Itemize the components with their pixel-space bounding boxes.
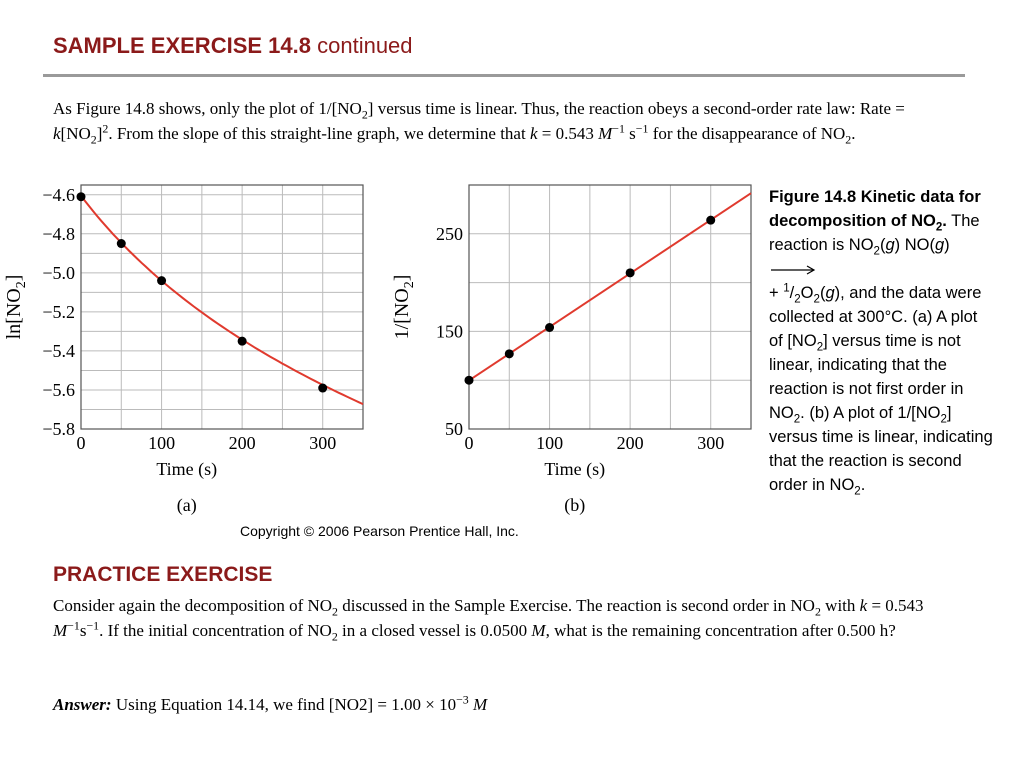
answer-label: Answer: bbox=[53, 695, 112, 714]
text: The reaction is NO bbox=[769, 212, 980, 254]
text: ( bbox=[879, 236, 886, 254]
y-tick-label: −5.8 bbox=[42, 419, 75, 439]
superscript: 1 bbox=[783, 282, 790, 295]
y-axis-label: $1/[NO_2]$ bbox=[391, 274, 417, 340]
subscript: 2 bbox=[90, 132, 97, 147]
answer-line bbox=[53, 692, 958, 717]
y-tick-label: −5.6 bbox=[42, 379, 75, 400]
x-tick-label: 100 bbox=[148, 433, 176, 453]
text: ) NO( bbox=[894, 236, 935, 254]
text: discussed in the Sample Exercise. The reaction is second order in NO bbox=[337, 596, 815, 615]
practice-paragraph bbox=[53, 593, 958, 643]
title-bold: SAMPLE EXERCISE 14.8 bbox=[53, 33, 311, 58]
subscript: 2 bbox=[814, 604, 821, 619]
y-tick-label: −5.2 bbox=[42, 301, 75, 322]
y-tick-label: 150 bbox=[436, 321, 463, 342]
italic-k: k bbox=[53, 124, 61, 143]
data-point bbox=[545, 323, 554, 332]
subscript: 2 bbox=[873, 245, 880, 258]
italic-m: M bbox=[531, 621, 546, 640]
italic-k: k bbox=[859, 596, 868, 615]
text: s bbox=[624, 124, 636, 143]
chart-b-inverse-plot bbox=[390, 176, 762, 521]
y-tick-label: −5.4 bbox=[42, 340, 75, 361]
italic-k: k bbox=[529, 124, 538, 143]
y-tick-label: −4.8 bbox=[42, 223, 75, 244]
y-tick-label: 50 bbox=[445, 419, 463, 439]
y-axis-label: $\ln[NO_2]$ bbox=[3, 274, 29, 340]
data-point bbox=[626, 268, 635, 277]
italic-m: M bbox=[598, 124, 613, 143]
text: / bbox=[789, 284, 795, 302]
text: ] versus time is not linear, indicating that the reaction is not first order in NO bbox=[769, 332, 964, 422]
subscript: 2 bbox=[935, 221, 943, 234]
superscript: −1 bbox=[86, 618, 100, 633]
superscript: −1 bbox=[67, 618, 80, 633]
x-tick-label: 300 bbox=[309, 433, 337, 453]
reaction-arrow-icon bbox=[769, 264, 817, 276]
subscript: 2 bbox=[940, 413, 947, 426]
data-point bbox=[77, 192, 86, 201]
superscript: −1 bbox=[635, 121, 649, 136]
x-tick-label: 0 bbox=[464, 433, 474, 453]
practice-title: PRACTICE EXERCISE bbox=[53, 563, 273, 586]
y-tick-label: −5.0 bbox=[42, 262, 75, 283]
data-point bbox=[505, 349, 514, 358]
text: ] bbox=[96, 124, 103, 143]
subscript: 2 bbox=[794, 293, 801, 306]
text: . From the slope of this straight-line graph, we determine that bbox=[108, 124, 530, 143]
panel-label: (a) bbox=[176, 495, 197, 515]
subscript: 2 bbox=[845, 132, 852, 147]
copyright-text: Copyright © 2006 Pearson Prentice Hall, Inc. bbox=[240, 523, 519, 539]
text: Using Equation 14.14, we find [NO2] = 1.00 × 10 bbox=[111, 695, 457, 714]
text: for the disappearance of NO bbox=[648, 124, 846, 143]
text: ( bbox=[819, 284, 826, 302]
subscript: 2 bbox=[813, 293, 820, 306]
x-axis-label: Time (s) bbox=[544, 459, 606, 479]
panel-label: (b) bbox=[564, 495, 586, 515]
text: = 0.543 bbox=[537, 124, 599, 143]
intro-paragraph bbox=[53, 96, 958, 146]
x-axis-label: Time (s) bbox=[156, 459, 218, 479]
y-tick-label: −4.6 bbox=[42, 184, 75, 205]
text: = 0.543 bbox=[867, 596, 924, 615]
text: , what is the remaining concentration after 0.500 h? bbox=[545, 621, 896, 640]
subscript: 2 bbox=[332, 604, 338, 619]
caption-bold: Figure 14.8 Kinetic data for decomposition of NO bbox=[769, 188, 981, 230]
text: with bbox=[820, 596, 860, 615]
text: ] versus time is linear. Thus, the reaction obeys a second-order rate law: Rate = bbox=[367, 99, 905, 118]
page-title bbox=[53, 33, 413, 59]
x-tick-label: 200 bbox=[228, 433, 256, 453]
y-tick-label: 250 bbox=[436, 223, 463, 244]
text: . bbox=[851, 124, 856, 143]
caption-bold: . bbox=[942, 212, 947, 230]
fit-curve bbox=[81, 196, 363, 404]
text: . (b) A plot of 1/[NO bbox=[800, 404, 941, 422]
title-divider bbox=[43, 74, 965, 77]
text: . bbox=[860, 476, 866, 494]
data-point bbox=[117, 239, 126, 248]
x-tick-label: 100 bbox=[536, 433, 564, 453]
x-tick-label: 200 bbox=[616, 433, 644, 453]
text: ) bbox=[944, 236, 950, 254]
chart-a-ln-plot bbox=[0, 176, 380, 521]
figure-caption bbox=[769, 185, 995, 497]
data-point bbox=[318, 384, 327, 393]
title-regular: continued bbox=[317, 33, 413, 58]
italic-m: M bbox=[472, 695, 488, 714]
data-point bbox=[465, 376, 474, 385]
data-point bbox=[238, 337, 247, 346]
superscript: −3 bbox=[456, 692, 469, 707]
x-tick-label: 300 bbox=[697, 433, 725, 453]
text: in a closed vessel is 0.0500 bbox=[337, 621, 532, 640]
text: As Figure 14.8 shows, only the plot of 1/[NO bbox=[53, 99, 362, 118]
subscript: 2 bbox=[816, 341, 824, 354]
italic-g: g bbox=[825, 284, 835, 302]
text: O bbox=[800, 284, 814, 302]
italic-g: g bbox=[934, 236, 945, 254]
data-point bbox=[706, 216, 715, 225]
subscript: 2 bbox=[361, 107, 368, 122]
italic-g: g bbox=[885, 236, 895, 254]
text: ] versus time is linear, indicating that the reaction is second order in NO bbox=[769, 404, 993, 494]
subscript: 2 bbox=[854, 485, 861, 498]
superscript: 2 bbox=[102, 121, 109, 136]
text: [NO bbox=[60, 124, 91, 143]
subscript: 2 bbox=[793, 413, 801, 426]
text: + bbox=[769, 284, 784, 302]
subscript: 2 bbox=[331, 629, 338, 644]
text: Consider again the decomposition of NO bbox=[53, 596, 333, 615]
italic-m: M bbox=[53, 621, 68, 640]
x-tick-label: 0 bbox=[76, 433, 86, 453]
data-point bbox=[157, 276, 166, 285]
plot-frame bbox=[81, 185, 363, 429]
text: . If the initial concentration of NO bbox=[99, 621, 332, 640]
text: s bbox=[79, 621, 87, 640]
text: ), and the data were collected at 300°C. (a) A plot of [NO bbox=[769, 284, 982, 350]
superscript: −1 bbox=[612, 121, 625, 136]
